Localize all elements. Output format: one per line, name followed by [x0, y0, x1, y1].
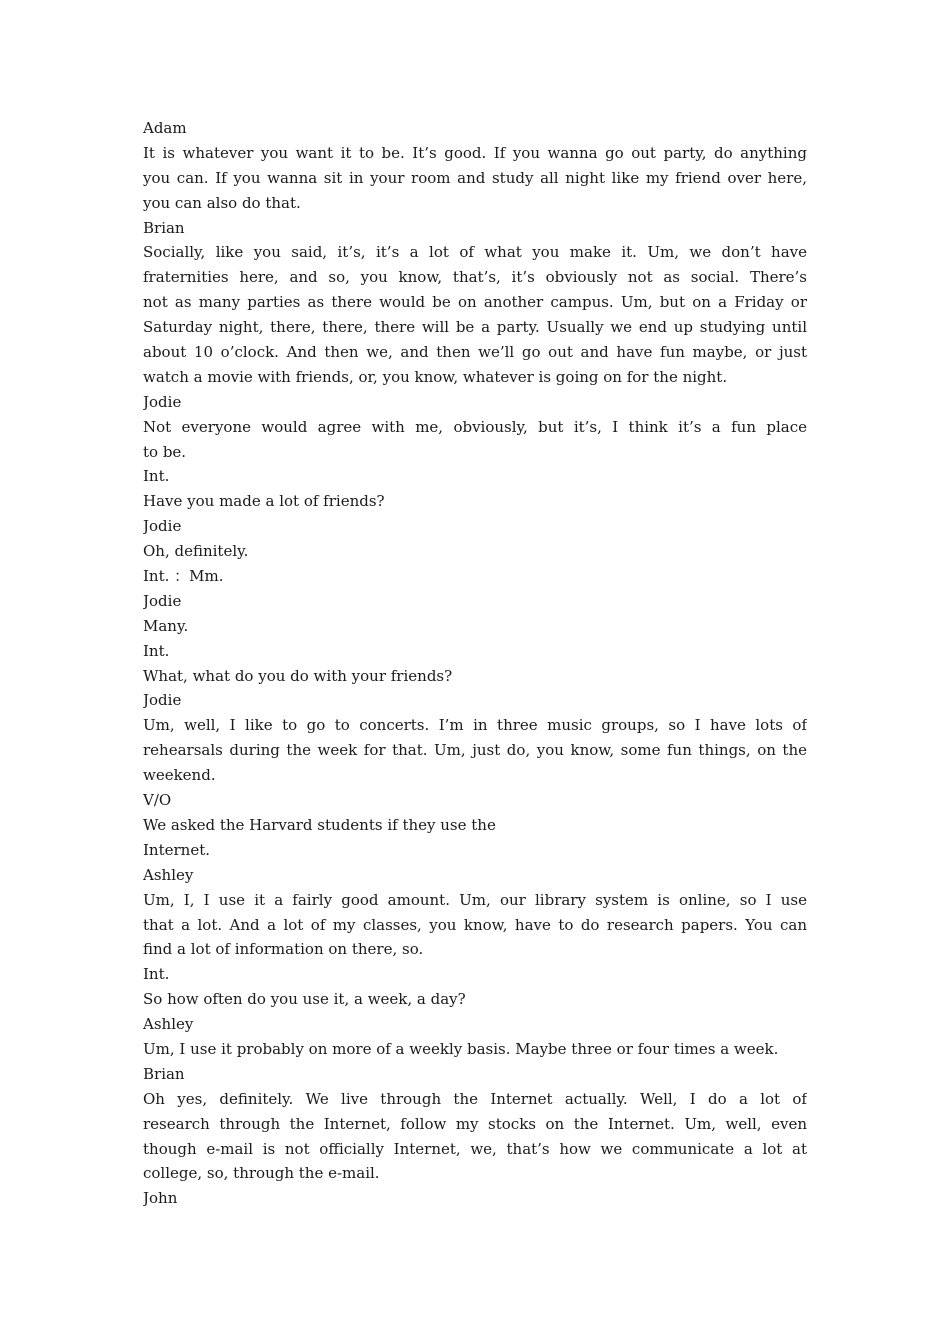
dialogue-line: fraternities here, and so, you know, that’s, it’s obviously not as social. There’s	[143, 268, 807, 287]
speaker-name: Jodie	[143, 392, 182, 411]
speaker-name: Jodie	[143, 691, 182, 710]
dialogue-line: though e-mail is not officially Internet, we, that’s how we communicate a lot at	[143, 1139, 807, 1158]
speaker-name: Jodie	[143, 591, 182, 610]
dialogue-line: college, so, through the e-mail.	[143, 1164, 380, 1183]
speaker-name: Ashley	[143, 865, 194, 884]
dialogue-line: Um, well, I like to go to concerts. I’m in three music groups, so I have lots of	[143, 716, 807, 735]
dialogue-line: that a lot. And a lot of my classes, you know, have to do research papers. You can	[143, 915, 807, 934]
dialogue-line: Int. ：Mm.	[143, 567, 224, 586]
speaker-name: Brian	[143, 1064, 185, 1083]
dialogue-line: Oh yes, definitely. We live through the Internet actually. Well, I do a lot of	[143, 1089, 807, 1108]
dialogue-line: not as many parties as there would be on another campus. Um, but on a Friday or	[143, 293, 807, 312]
dialogue-line: So how often do you use it, a week, a day?	[143, 990, 466, 1009]
dialogue-line: find a lot of information on there, so.	[143, 940, 424, 959]
speaker-name: John	[143, 1189, 178, 1208]
dialogue-line: you can also do that.	[143, 193, 301, 212]
dialogue-line: Not everyone would agree with me, obviously, but it’s, I think it’s a fun place	[143, 417, 807, 436]
speaker-name: Int.	[143, 467, 170, 486]
speaker-name: Ashley	[143, 1015, 194, 1034]
dialogue-line: Um, I, I use it a fairly good amount. Um, our library system is online, so I use	[143, 890, 807, 909]
speaker-name: Adam	[143, 119, 187, 137]
dialogue-line: you can. If you wanna sit in your room and study all night like my friend over here,	[143, 168, 807, 187]
dialogue-line: weekend.	[143, 766, 216, 785]
dialogue-line: What, what do you do with your friends?	[143, 666, 453, 685]
dialogue-line: We asked the Harvard students if they use the	[143, 815, 496, 834]
dialogue-line: rehearsals during the week for that. Um, just do, you know, some fun things, on the	[143, 741, 807, 760]
dialogue-line: Oh, definitely.	[143, 542, 249, 561]
speaker-name: Int.	[143, 641, 170, 660]
dialogue-line: Saturday night, there, there, there will be a party. Usually we end up studying until	[143, 318, 807, 337]
dialogue-line: Have you made a lot of friends?	[143, 492, 385, 511]
speaker-name: Jodie	[143, 517, 182, 536]
dialogue-line: Internet.	[143, 840, 210, 859]
speaker-name: Int.	[143, 965, 170, 984]
dialogue-line: research through the Internet, follow my stocks on the Internet. Um, well, even	[143, 1114, 807, 1133]
speaker-name: Brian	[143, 218, 185, 237]
dialogue-line: Um, I use it probably on more of a weekly basis. Maybe three or four times a week.	[143, 1039, 779, 1058]
transcript-page	[143, 116, 807, 1211]
dialogue-line: to be.	[143, 442, 187, 461]
dialogue-line: Many.	[143, 616, 189, 635]
speaker-name: V/O	[143, 791, 172, 810]
dialogue-line: Socially, like you said, it’s, it’s a lot of what you make it. Um, we don’t have	[143, 243, 807, 262]
dialogue-line: watch a movie with friends, or, you know, whatever is going on for the night.	[143, 367, 728, 386]
dialogue-line: about 10 o’clock. And then we, and then we’ll go out and have fun maybe, or just	[143, 343, 807, 362]
dialogue-line: It is whatever you want it to be. It’s good. If you wanna go out party, do anything	[143, 143, 807, 162]
